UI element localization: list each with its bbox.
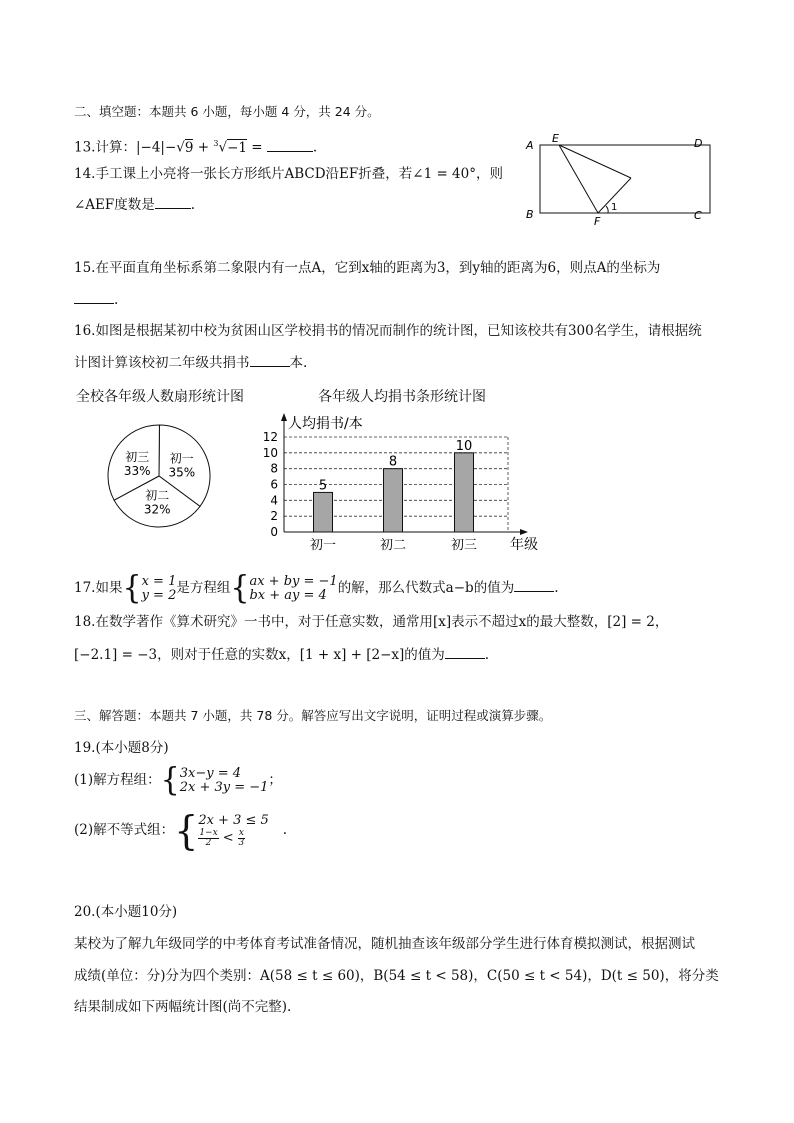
answer-blank-15[interactable] — [74, 289, 114, 304]
question-16-line2: 计图计算该校初二年级共捐书 本. — [74, 352, 307, 373]
answer-blank-16[interactable] — [250, 352, 290, 367]
question-15-line1: 15.在平面直角坐标系第二象限内有一点A，它到x轴的距离为3，到y轴的距离为6，则点A的坐标为 — [74, 260, 661, 276]
cube-root-symbol: √ — [218, 139, 228, 156]
y-axis-arrow — [281, 413, 287, 421]
y-tick-label: 0 — [270, 525, 278, 539]
question-19-part1: (1)解方程组：{3x−y = 4 2x + 3y = −1； — [74, 761, 282, 799]
pie-label: 初三 — [125, 449, 150, 464]
pie-chart — [104, 422, 214, 532]
bar-chart-title: 各年级人均捐书条形统计图 — [318, 389, 486, 405]
y-tick-label: 2 — [270, 509, 278, 524]
label-b: B — [526, 208, 534, 221]
question-13: 13.计算：|−4|−√9 + $^3$√−1 = . — [74, 134, 317, 158]
bar-value-label: 10 — [455, 438, 473, 454]
y-tick-label: 10 — [262, 445, 278, 460]
y-tick-label: 4 — [270, 493, 278, 508]
answer-blank-13[interactable] — [267, 137, 313, 152]
question-18-line2: [−2.1] = −3，则对于任意的实数x，[1 + x] + [2−x]的值为 . — [74, 644, 489, 665]
y-tick-label: 12 — [262, 430, 278, 444]
bar-value-label: 8 — [388, 454, 398, 470]
x-tick-label: 初二 — [379, 538, 407, 553]
fold-line-ef — [559, 145, 598, 213]
y-tick-label: 6 — [270, 477, 278, 492]
label-a: A — [526, 139, 534, 152]
label-d: D — [694, 137, 703, 150]
bar-1 — [314, 492, 333, 532]
question-14-line1: 14.手工课上小亮将一张长方形纸片ABCD沿EF折叠，若∠1 = 40°，则 — [74, 166, 503, 182]
question-20-line3: 结果制成如下两幅统计图(尚不完整). — [74, 999, 292, 1015]
bar-value-label: 5 — [318, 478, 328, 494]
pie-value-label: 32% — [143, 502, 171, 517]
label-e: E — [552, 132, 559, 145]
answer-blank-18[interactable] — [445, 644, 485, 659]
answer-blank-14[interactable] — [155, 194, 191, 209]
y-axis-label: 人均捐书/本 — [288, 416, 363, 432]
pie-chart-title: 全校各年级人数扇形统计图 — [76, 389, 244, 405]
pie-value-label: 35% — [168, 465, 196, 480]
x-tick-label: 初三 — [450, 538, 478, 553]
x-axis-label: 年级 — [510, 537, 538, 553]
question-20-title: 20.(本小题10分) — [74, 904, 178, 920]
question-18-line1: 18.在数学著作《算术研究》一书中，对于任意实数，通常用[x]表示不超过x的最大整数，[2] = 2， — [74, 614, 669, 630]
question-20-line1: 某校为了解九年级同学的中考体育考试准备情况，随机抽查该年级部分学生进行体育模拟测试，根据测试 — [74, 936, 695, 952]
bar-chart — [254, 410, 544, 555]
fold-rectangle-figure — [518, 128, 718, 228]
question-20-line2: 成绩(单位：分)分为四个类别：A(58 ≤ t ≤ 60)，B(54 ≤ t < 58)，C(50 ≤ t < 54)，D(t ≤ 50)，将分类 — [74, 968, 719, 984]
question-14-line2: ∠AEF度数是 . — [74, 194, 195, 215]
label-f: F — [594, 215, 601, 228]
folded-edge-top — [559, 145, 631, 178]
question-15-line2: . — [74, 289, 118, 310]
x-axis-arrow — [520, 529, 528, 535]
sqrt-symbol: √ — [176, 139, 185, 156]
question-17: 17.如果{x = 1 y = 2是方程组{ax + by = −1 bx + ay = 4 的解，那么代数式a−b的值为 . — [74, 569, 559, 607]
label-c: C — [694, 209, 702, 222]
section-3-heading: 三、解答题：本题共 7 小题，共 78 分。解答应写出文字说明，证明过程或演算步骤。 — [74, 708, 552, 723]
bar-3 — [455, 453, 474, 532]
label-angle-1: 1 — [611, 202, 618, 213]
section-2-heading: 二、填空题：本题共 6 小题，每小题 4 分，共 24 分。 — [74, 104, 380, 119]
rectangle-abcd — [540, 145, 710, 213]
question-19-title: 19.(本小题8分) — [74, 740, 169, 756]
pie-value-label: 33% — [123, 463, 151, 478]
bar-2 — [384, 469, 403, 532]
pie-label: 初二 — [145, 488, 170, 503]
question-19-part2: (2)解不等式组：{2x + 3 ≤ 5 $\frac{1-x}{2} < \frac{x}{3}$ . — [74, 807, 288, 854]
question-16-line1: 16.如图是根据某初中校为贫困山区学校捐书的情况而制作的统计图，已知该校共有300名学生，请根据统 — [74, 323, 702, 339]
angle-1-arc — [606, 206, 608, 213]
answer-blank-17[interactable] — [514, 577, 554, 592]
y-tick-label: 8 — [270, 461, 278, 476]
pie-label: 初一 — [169, 451, 194, 466]
x-tick-label: 初一 — [309, 538, 337, 553]
